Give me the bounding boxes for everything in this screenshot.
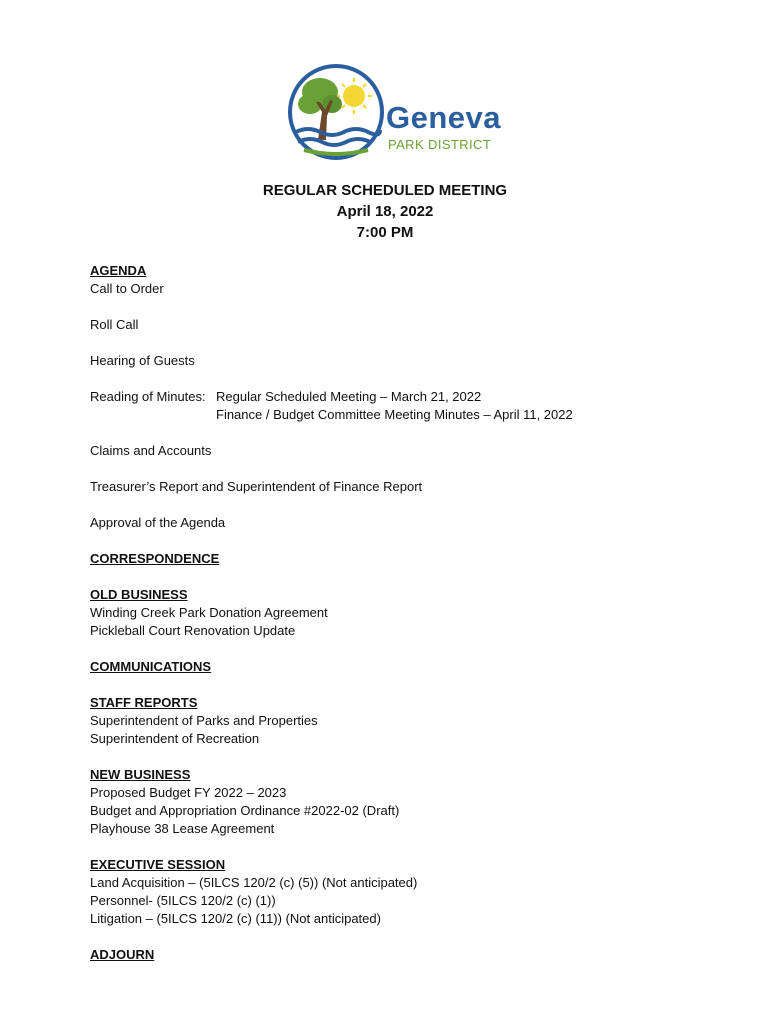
geneva-park-district-logo bbox=[286, 62, 508, 162]
old-business-heading: OLD BUSINESS bbox=[90, 587, 188, 602]
agenda-body bbox=[90, 262, 730, 964]
new-business-item: Budget and Appropriation Ordinance #2022-02 (Draft) bbox=[90, 803, 400, 818]
agenda-item: Claims and Accounts bbox=[90, 443, 212, 458]
new-business-item: Proposed Budget FY 2022 – 2023 bbox=[90, 785, 287, 800]
correspondence-heading: CORRESPONDENCE bbox=[90, 551, 220, 566]
old-business-item: Pickleball Court Renovation Update bbox=[90, 623, 296, 638]
agenda-item: Call to Order bbox=[90, 281, 164, 296]
meeting-title bbox=[0, 180, 770, 243]
old-business-item: Winding Creek Park Donation Agreement bbox=[90, 605, 328, 620]
new-business-heading: NEW BUSINESS bbox=[90, 767, 191, 782]
executive-session-heading: EXECUTIVE SESSION bbox=[90, 857, 226, 872]
agenda-item: Hearing of Guests bbox=[90, 353, 195, 368]
executive-session-item: Personnel- (5ILCS 120/2 (c) (1)) bbox=[90, 893, 276, 908]
reading-of-minutes bbox=[90, 388, 730, 424]
staff-report-item: Superintendent of Recreation bbox=[90, 731, 260, 746]
executive-session-item: Litigation – (5ILCS 120/2 (c) (11)) (Not anticipated) bbox=[90, 911, 381, 926]
agenda-heading: AGENDA bbox=[90, 263, 147, 278]
minutes-label: Reading of Minutes: bbox=[90, 389, 206, 404]
agenda-item: Treasurer’s Report and Superintendent of Finance Report bbox=[90, 479, 423, 494]
minutes-item: Finance / Budget Committee Meeting Minutes – April 11, 2022 bbox=[216, 407, 573, 422]
new-business-item: Playhouse 38 Lease Agreement bbox=[90, 821, 275, 836]
meeting-time: 7:00 PM bbox=[356, 224, 414, 241]
staff-reports-heading: STAFF REPORTS bbox=[90, 695, 198, 710]
staff-report-item: Superintendent of Parks and Properties bbox=[90, 713, 318, 728]
logo-name: Geneva bbox=[386, 100, 502, 135]
executive-session-item: Land Acquisition – (5ILCS 120/2 (c) (5)) (Not anticipated) bbox=[90, 875, 418, 890]
meeting-title-line: REGULAR SCHEDULED MEETING bbox=[262, 182, 508, 199]
logo-subtitle: PARK DISTRICT bbox=[388, 137, 492, 152]
communications-heading: COMMUNICATIONS bbox=[90, 659, 212, 674]
minutes-item: Regular Scheduled Meeting – March 21, 2022 bbox=[216, 389, 482, 404]
adjourn-heading: ADJOURN bbox=[90, 947, 155, 962]
meeting-date: April 18, 2022 bbox=[336, 203, 434, 220]
agenda-item: Roll Call bbox=[90, 317, 139, 332]
minutes-list bbox=[216, 388, 573, 424]
logo-emblem-icon bbox=[286, 62, 386, 162]
agenda-item: Approval of the Agenda bbox=[90, 515, 226, 530]
